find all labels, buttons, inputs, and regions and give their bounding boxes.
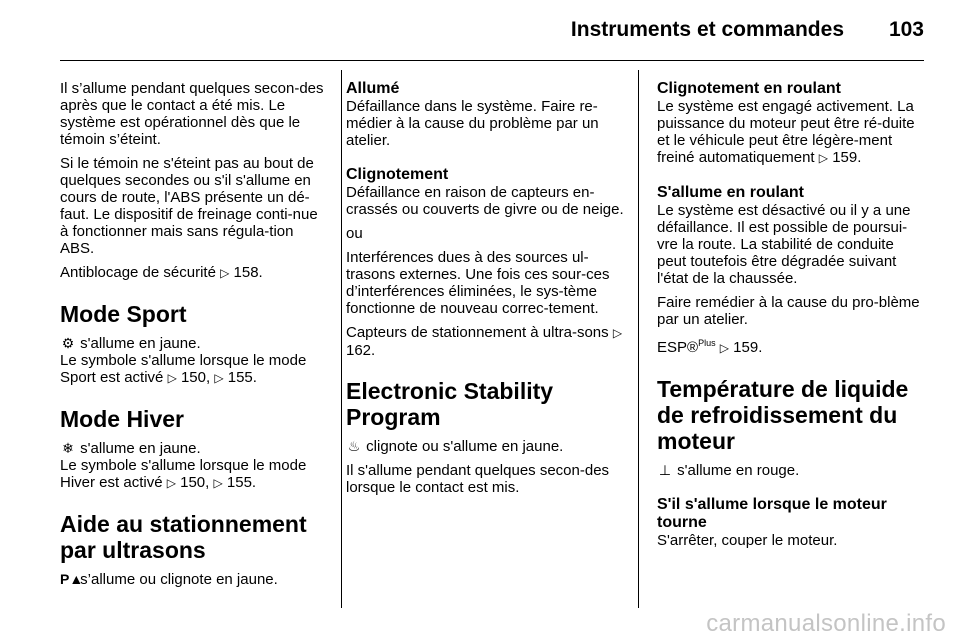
hiver-ref-2[interactable]: 155. [226, 474, 257, 491]
arrow-right-icon: ▷ [167, 371, 177, 385]
moteur-tourne-paragraph: S'arrêter, couper le moteur. [657, 532, 838, 549]
hiver-status-line [60, 440, 326, 457]
capteurs-reference-page[interactable]: 162. [346, 342, 376, 359]
arrow-right-icon: ▷ [719, 341, 729, 355]
allume-paragraph: Défaillance dans le système. Faire re-médier à la cause du problème par un atelier. [346, 98, 599, 149]
hiver-status-text: s'allume en jaune. [80, 440, 201, 457]
parking-assist-icon: P▲ [60, 571, 84, 587]
clignotement-roulant-heading: Clignotement en roulant [657, 80, 841, 97]
arrow-right-icon: ▷ [612, 326, 623, 340]
column-divider-right [638, 70, 639, 608]
capteurs-reference [346, 324, 624, 359]
temperature-heading: Température de liquide de refroidissement du moteur [657, 376, 909, 454]
hiver-paragraph [60, 457, 326, 492]
clignotement-roulant-paragraph [657, 98, 925, 167]
coolant-temperature-icon: ⊥ [658, 462, 672, 478]
sport-ref-2[interactable]: 155. [227, 369, 257, 386]
abs-reference-text: Antiblocage de sécurité [60, 264, 216, 281]
esp-paragraph: Il s'allume pendant quelques secon-des lorsque le contact est mis. [346, 462, 610, 496]
sport-status-text: s'allume en jaune. [80, 335, 201, 352]
esp-plus-text: ESP® [657, 339, 699, 356]
sport-mode-gear-icon: ⚙ [61, 335, 75, 351]
clignotement-roulant-text: Le système est engagé activement. La puissance du moteur peut être ré-duite et le véhicule peut être légère-ment freiné automatiquement [657, 98, 915, 166]
column-1 [60, 80, 326, 595]
esp-heading: Electronic Stability Program [346, 378, 554, 430]
capteurs-reference-text: Capteurs de stationnement à ultra-sons [346, 324, 609, 341]
page-header [60, 0, 924, 60]
clignotement-heading: Clignotement [346, 166, 449, 183]
column-2 [346, 80, 624, 503]
sport-ref-1[interactable]: 150, [180, 369, 211, 386]
moteur-tourne-heading: S'il s'allume lorsque le moteur tourne [657, 496, 887, 531]
esp-plus-reference [657, 335, 925, 357]
mode-sport-heading: Mode Sport [60, 301, 187, 327]
abs-paragraph-1: Il s’allume pendant quelques secon-des après que le contact a été mis. Le système est opérationnel dès que le témoin s’éteint. [60, 80, 324, 148]
clignotement-roulant-ref[interactable]: 159. [832, 149, 862, 166]
allume-heading: Allumé [346, 80, 400, 97]
arrow-right-icon: ▷ [818, 151, 829, 165]
allume-roulant-heading: S'allume en roulant [657, 184, 804, 201]
page-header-title: Instruments et commandes [570, 18, 844, 41]
sport-paragraph [60, 352, 326, 387]
abs-paragraph-2: Si le témoin ne s'éteint pas au bout de quelques secondes ou s'il s'allume en cours de route, l'ABS présente un dé-faut. Le dispositif de freinage conti-nue à fonctionner mais sans régula-tion ABS. [60, 155, 318, 257]
column-divider-left [341, 70, 342, 608]
interferences-paragraph: Interférences dues à des sources ul-trasons externes. Une fois ces sour-ces d’interférences éliminées, le sys-tème fonctionne de nouveau correc-tement. [346, 249, 610, 317]
temperature-status-line [657, 462, 925, 479]
ou-text: ou [346, 225, 363, 242]
column-3 [657, 80, 925, 556]
esp-plus-superscript: Plus [698, 338, 716, 348]
mode-hiver-heading: Mode Hiver [60, 406, 184, 432]
aide-status-text: s’allume ou clignote en jaune. [80, 571, 278, 588]
arrow-right-icon: ▷ [214, 371, 224, 385]
hiver-ref-1[interactable]: 150, [180, 474, 210, 491]
esp-skid-car-icon: ♨ [347, 438, 361, 454]
page-number: 103 [888, 18, 924, 41]
temperature-status-text: s'allume en rouge. [677, 462, 800, 479]
esp-status-text: clignote ou s'allume en jaune. [366, 438, 564, 455]
abs-reference [60, 264, 326, 282]
watermark: carmanualsonline.info [706, 610, 946, 637]
sport-paragraph-text: Le symbole s'allume lorsque le mode Sport est activé [60, 352, 307, 386]
arrow-right-icon: ▷ [213, 476, 223, 490]
abs-reference-page[interactable]: 158. [233, 264, 263, 281]
clignotement-paragraph: Défaillance en raison de capteurs en-crassés ou couverts de givre ou de neige. [346, 184, 624, 218]
snowflake-icon: ❄ [62, 440, 74, 456]
remedier-paragraph: Faire remédier à la cause du pro-blème par un atelier. [657, 294, 920, 328]
esp-status-line [346, 438, 624, 455]
sport-status-line [60, 335, 326, 352]
header-divider [60, 60, 924, 61]
arrow-right-icon: ▷ [220, 266, 230, 280]
aide-status-line [60, 571, 326, 588]
esp-plus-ref[interactable]: 159. [733, 339, 763, 356]
arrow-right-icon: ▷ [166, 476, 176, 490]
allume-roulant-paragraph: Le système est désactivé ou il y a une défaillance. Il est possible de poursui-vre la route. La stabilité de conduite peut toutefois être dégradée suivant l'état de la chaussée. [657, 202, 911, 287]
aide-stationnement-heading: Aide au stationnement par ultrasons [60, 511, 307, 563]
hiver-paragraph-text: Le symbole s'allume lorsque le mode Hiver est activé [60, 457, 307, 491]
